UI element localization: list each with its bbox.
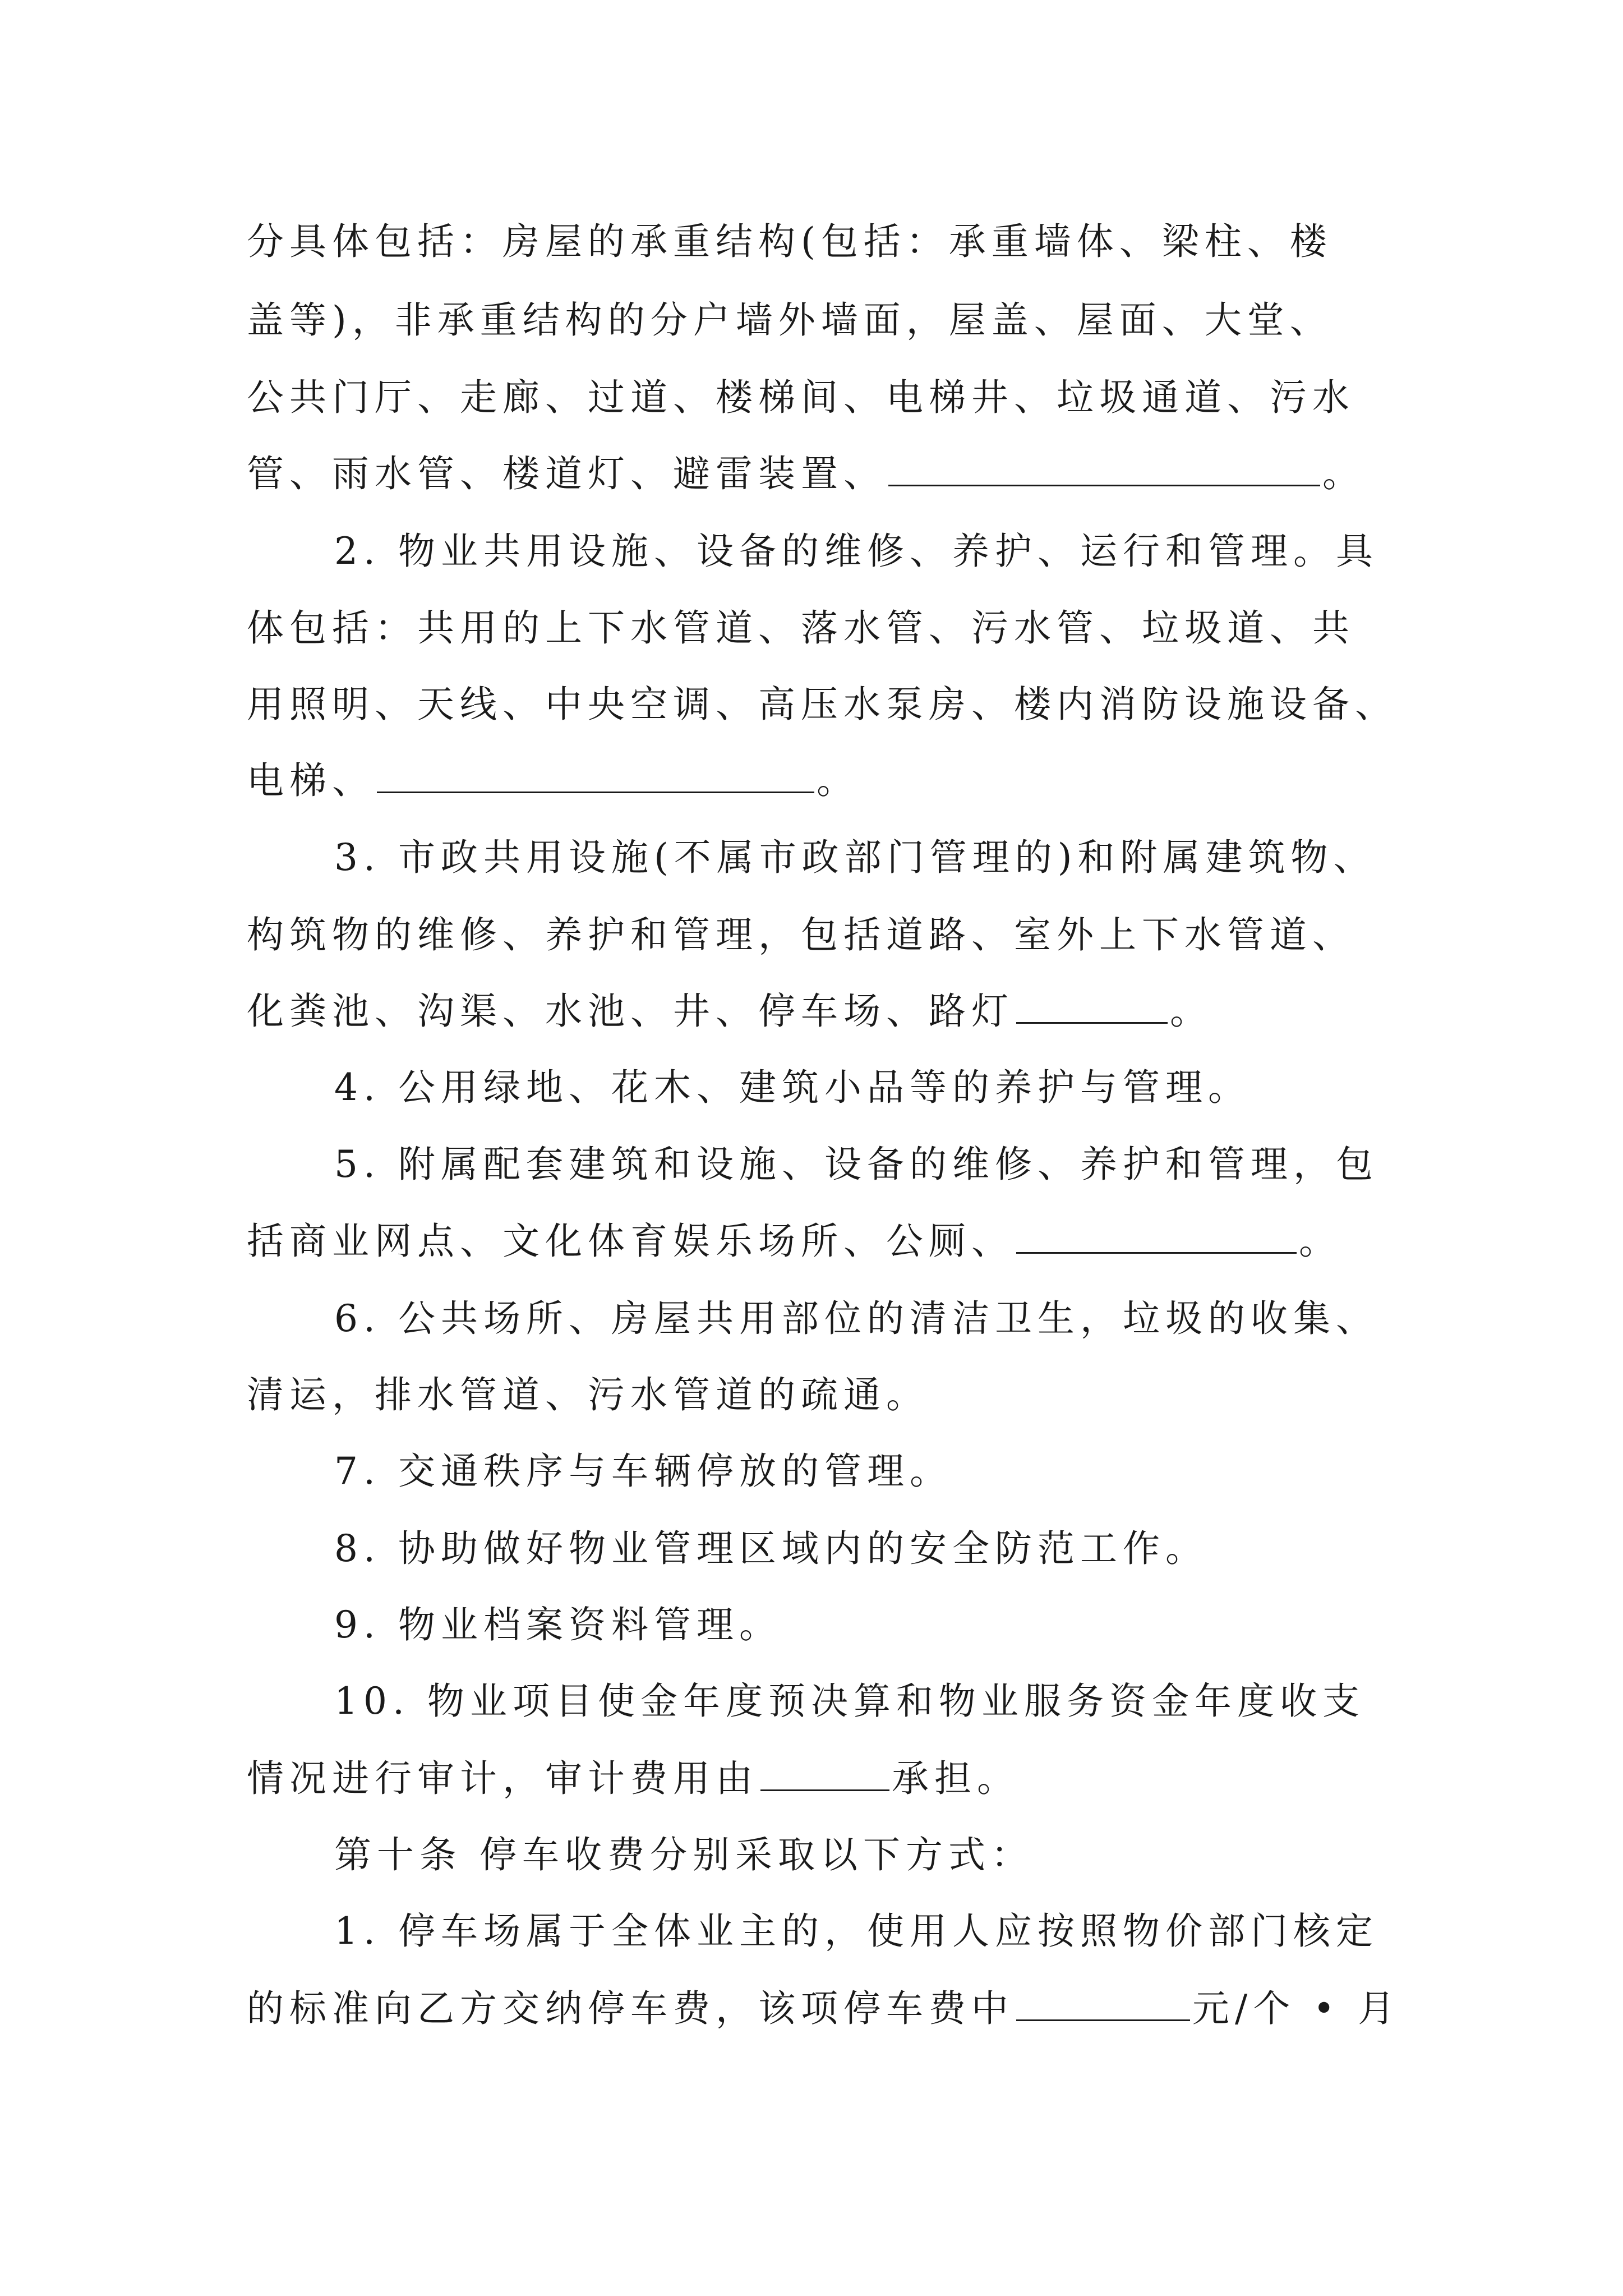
- text: 盖等)，非承重结构的分户墙外墙面，屋盖、屋面、大堂、: [247, 298, 1332, 342]
- paragraph-line: [334, 1910, 1378, 1953]
- text: 管、雨水管、楼道灯、避雷装置、: [247, 452, 886, 495]
- text: 3. 市政共用设施(不属市政部门管理的)和附属建筑物、: [334, 836, 1376, 879]
- paragraph-line: [247, 452, 1365, 495]
- text: 8. 协助做好物业管理区域内的安全防范工作。: [334, 1527, 1208, 1570]
- fill-in-blank[interactable]: [1016, 1250, 1297, 1254]
- text: 10. 物业项目使金年度预决算和物业服务资金年度收支: [334, 1680, 1365, 1723]
- paragraph-line: [247, 298, 1332, 342]
- text: 4. 公用绿地、花木、建筑小品等的养护与管理。: [334, 1066, 1251, 1109]
- fill-in-blank[interactable]: [1016, 1020, 1168, 1024]
- text: 5. 附属配套建筑和设施、设备的维修、养护和管理，包: [334, 1143, 1378, 1186]
- fill-in-blank[interactable]: [888, 482, 1320, 486]
- fill-in-blank[interactable]: [1016, 2017, 1190, 2021]
- paragraph-line: [247, 220, 1332, 263]
- paragraph-line: [247, 1220, 1341, 1263]
- text: 。: [1170, 990, 1212, 1033]
- paragraph-line: [334, 836, 1376, 879]
- paragraph-line: [247, 913, 1355, 956]
- text: 。: [1322, 452, 1365, 495]
- text: 。: [1299, 1220, 1341, 1263]
- text: 清运，排水管道、污水管道的疏通。: [247, 1373, 929, 1416]
- paragraph-line: [247, 683, 1398, 726]
- text: 用照明、天线、中央空调、高压水泵房、楼内消防设施设备、: [247, 683, 1398, 726]
- paragraph-line: [334, 1066, 1251, 1109]
- text: 体包括：共用的上下水管道、落水管、污水管、垃圾道、共: [247, 606, 1355, 650]
- text: 9. 物业档案资料管理。: [334, 1603, 782, 1646]
- text: 7. 交通秩序与车辆停放的管理。: [334, 1450, 952, 1493]
- paragraph-line: [334, 1297, 1378, 1340]
- text: 电梯、: [247, 759, 375, 802]
- article-heading: [334, 1833, 1034, 1876]
- paragraph-line: [247, 1757, 1020, 1800]
- text: 元/个 • 月: [1192, 1987, 1401, 2030]
- fill-in-blank[interactable]: [377, 789, 814, 793]
- paragraph-line: [334, 1680, 1365, 1723]
- text: 承担。: [892, 1757, 1020, 1800]
- text: 6. 公共场所、房屋共用部位的清洁卫生，垃圾的收集、: [334, 1297, 1378, 1340]
- text: 。: [817, 759, 859, 802]
- text: 的标准向乙方交纳停车费，该项停车费中: [247, 1987, 1014, 2030]
- paragraph-line: [247, 759, 859, 802]
- text: 构筑物的维修、养护和管理，包括道路、室外上下水管道、: [247, 913, 1355, 956]
- paragraph-line: [334, 530, 1378, 573]
- paragraph-line: [334, 1450, 952, 1493]
- paragraph-line: [334, 1527, 1208, 1570]
- paragraph-line: [247, 606, 1355, 650]
- text: 分具体包括：房屋的承重结构(包括：承重墙体、梁柱、楼: [247, 220, 1332, 263]
- paragraph-line: [247, 990, 1212, 1033]
- paragraph-line: [247, 1987, 1401, 2030]
- paragraph-line: [334, 1143, 1378, 1186]
- fill-in-blank[interactable]: [760, 1787, 889, 1791]
- paragraph-line: [247, 1373, 929, 1416]
- text: 1. 停车场属于全体业主的，使用人应按照物价部门核定: [334, 1910, 1378, 1953]
- text: 括商业网点、文化体育娱乐场所、公厕、: [247, 1220, 1014, 1263]
- text: 第十条 停车收费分别采取以下方式：: [334, 1833, 1034, 1876]
- paragraph-line: [334, 1603, 782, 1646]
- text: 公共门厅、走廊、过道、楼梯间、电梯井、垃圾通道、污水: [247, 376, 1355, 419]
- text: 情况进行审计，审计费用由: [247, 1757, 758, 1800]
- text: 化粪池、沟渠、水池、井、停车场、路灯: [247, 990, 1014, 1033]
- text: 2. 物业共用设施、设备的维修、养护、运行和管理。具: [334, 530, 1378, 573]
- paragraph-line: [247, 376, 1355, 419]
